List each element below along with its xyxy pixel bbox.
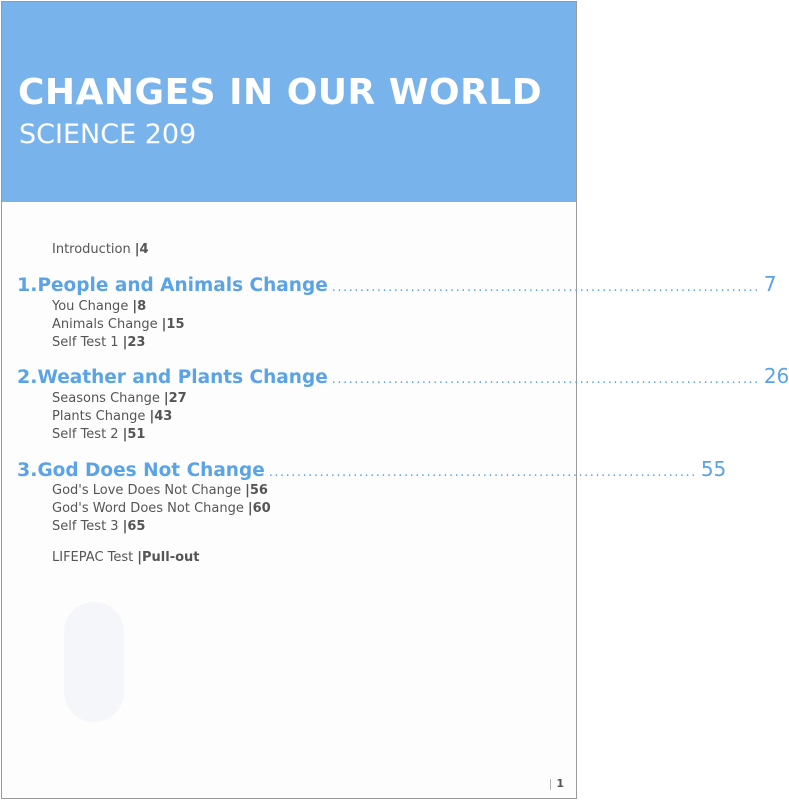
dot-leader: ............................................................................	[331, 372, 760, 387]
dot-leader: ............................................................................	[331, 280, 760, 295]
toc-section: Self Test 2 |51	[52, 427, 146, 442]
section-page: 15	[166, 317, 185, 332]
unit-page: 55	[700, 457, 727, 481]
toc-unit-1	[17, 272, 777, 296]
section-label: You Change	[52, 299, 129, 314]
section-label: Self Test 2	[52, 427, 119, 442]
unit-title: People and Animals Change	[37, 275, 328, 296]
section-label: God's Love Does Not Change	[52, 483, 242, 498]
section-page: 65	[127, 519, 146, 534]
page-folio: | 1	[548, 777, 564, 790]
toc-section: Plants Change |43	[52, 409, 173, 424]
toc-lifepac-test: LIFEPAC Test |Pull-out	[52, 550, 200, 565]
toc-section: Animals Change |15	[52, 317, 185, 332]
unit-number: 3.	[17, 459, 38, 481]
faint-watermark	[64, 602, 124, 722]
section-label: Plants Change	[52, 409, 146, 424]
unit-number: 1.	[17, 274, 38, 296]
header-banner	[2, 2, 576, 202]
page-subtitle: SCIENCE 209	[19, 119, 197, 150]
section-label: God's Word Does Not Change	[52, 501, 244, 516]
toc-intro-label: Introduction	[52, 242, 131, 257]
section-label: Self Test 1	[52, 335, 119, 350]
section-label: Seasons Change	[52, 391, 160, 406]
section-label: Animals Change	[52, 317, 158, 332]
dot-leader: ............................................................................	[268, 465, 697, 480]
unit-number: 2.	[17, 366, 38, 388]
page-number: 1	[556, 777, 564, 790]
section-page: 51	[127, 427, 146, 442]
lifepac-page: Pull-out	[142, 550, 200, 565]
toc-section: Self Test 3 |65	[52, 519, 146, 534]
toc-section: God's Word Does Not Change |60	[52, 501, 271, 516]
section-page: 23	[127, 335, 146, 350]
unit-title: God Does Not Change	[37, 460, 265, 481]
section-page: 60	[252, 501, 271, 516]
section-page: 43	[154, 409, 173, 424]
unit-page: 26	[763, 364, 789, 388]
page	[1, 1, 789, 799]
toc-section: Seasons Change |27	[52, 391, 187, 406]
toc-unit-2	[17, 364, 789, 388]
unit-title: Weather and Plants Change	[37, 367, 328, 388]
toc-section: God's Love Does Not Change |56	[52, 483, 268, 498]
toc-section: Self Test 1 |23	[52, 335, 146, 350]
lifepac-label: LIFEPAC Test	[52, 550, 134, 565]
toc-section: You Change |8	[52, 299, 147, 314]
unit-page: 7	[763, 272, 777, 296]
toc-unit-3	[17, 457, 727, 481]
page-title: CHANGES IN OUR WORLD	[18, 72, 543, 113]
toc-intro-page: 4	[139, 242, 149, 257]
section-page: 8	[137, 299, 147, 314]
toc-intro: Introduction |4	[52, 242, 149, 257]
section-page: 56	[249, 483, 268, 498]
section-page: 27	[168, 391, 187, 406]
section-label: Self Test 3	[52, 519, 119, 534]
